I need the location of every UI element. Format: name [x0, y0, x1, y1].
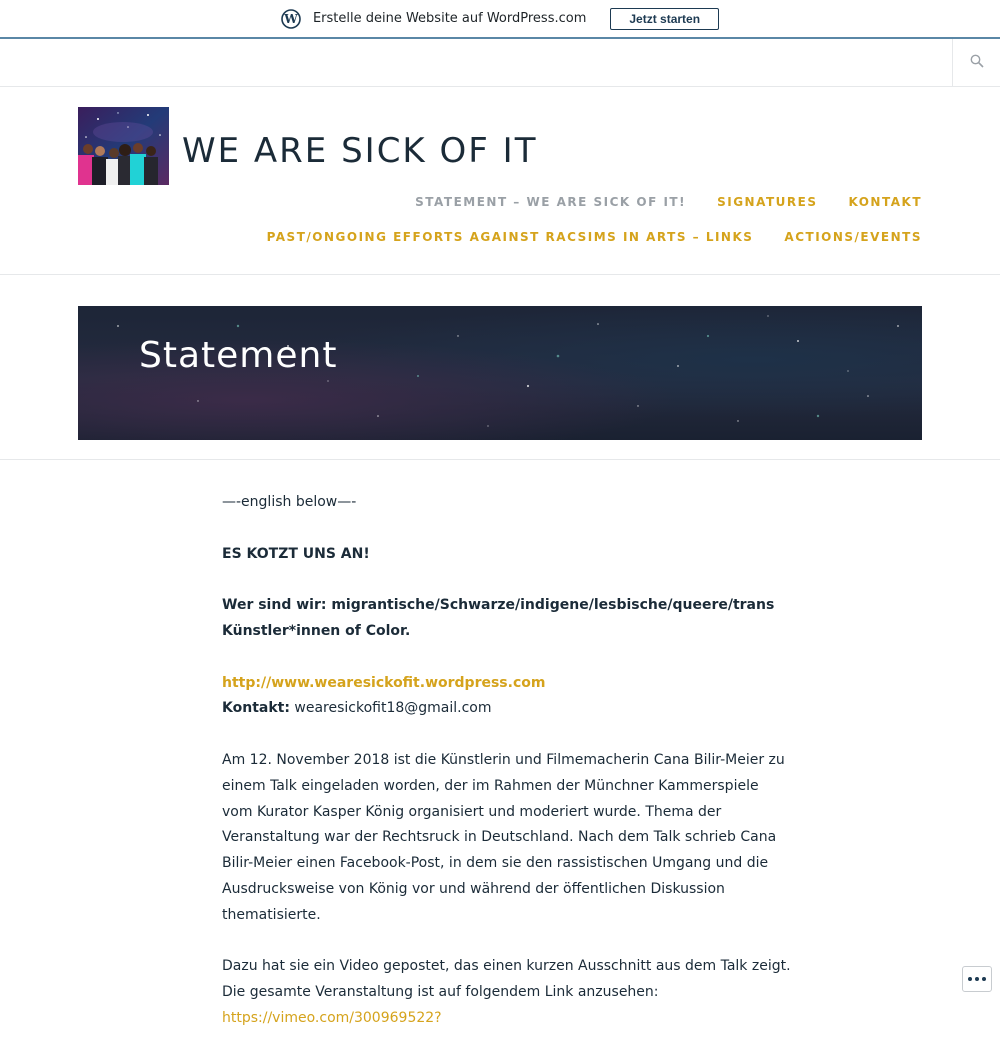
- contact-label: Kontakt:: [222, 700, 290, 717]
- who-are-we: Wer sind wir: migrantische/Schwarze/indigene/lesbische/queere/trans Künstler*innen of Color.: [222, 597, 775, 639]
- page-header-banner: [78, 306, 922, 440]
- paragraph-2: [222, 954, 792, 1031]
- site-logo[interactable]: [78, 107, 169, 185]
- more-options-button[interactable]: [962, 966, 992, 992]
- search-icon: [970, 53, 984, 72]
- svg-text:W: W: [284, 11, 298, 26]
- vimeo-link[interactable]: https://vimeo.com/300969522?: [222, 1009, 442, 1026]
- site-title[interactable]: WE ARE SICK OF IT: [182, 131, 538, 171]
- search-toggle-button[interactable]: [952, 39, 1000, 86]
- banner-divider: [0, 459, 1000, 460]
- search-strip: [0, 39, 1000, 87]
- paragraph-1: Am 12. November 2018 ist die Künstlerin und Filmemacherin Cana Bilir-Meier zu einem Talk eingeladen worden, der im Rahmen der Münchner Kammerspiele vom Kurator Kasper König organisiert und moderiert wurde. Thema der Veranstaltung war der Rechtsruck in Deutschland. Nach dem Talk schrieb Cana Bilir-Meier einen Facebook-Post, in dem sie den rassistischen Umgang und die Ausdrucksweise von König vor und während der öffentlichen Diskussion thematisierte.: [222, 751, 785, 923]
- wordpress-promo-bar: [0, 0, 1000, 39]
- page-title: Statement: [139, 335, 338, 376]
- nav-item-past-efforts[interactable]: PAST/ONGOING EFFORTS AGAINST RACSIMS IN ARTS – LINKS: [266, 230, 754, 244]
- wordpress-promo-text[interactable]: Erstelle deine Website auf WordPress.com: [312, 11, 587, 26]
- paragraph-2-text: Dazu hat sie ein Video gepostet, das einen kurzen Ausschnitt aus dem Talk zeigt. Die gesamte Veranstaltung ist auf folgendem Link anzusehen:: [222, 958, 791, 1001]
- nav-item-statement[interactable]: STATEMENT – WE ARE SICK OF IT!: [415, 195, 687, 209]
- nav-item-kontakt[interactable]: KONTAKT: [848, 195, 922, 209]
- contact-block: [222, 671, 792, 723]
- nav-item-signatures[interactable]: SIGNATURES: [717, 195, 818, 209]
- header-divider: [0, 274, 1000, 275]
- nav-item-actions-events[interactable]: ACTIONS/EVENTS: [784, 230, 922, 244]
- primary-nav-row-2: [267, 230, 922, 244]
- more-dots-icon: [968, 977, 972, 981]
- website-link[interactable]: http://www.wearesickofit.wordpress.com: [222, 674, 546, 691]
- headline: ES KOTZT UNS AN!: [222, 545, 370, 562]
- intro-line: —-english below—-: [222, 494, 357, 510]
- article-content: [222, 490, 792, 1058]
- wordpress-logo-icon[interactable]: [281, 9, 301, 29]
- contact-email: wearesickofit18@gmail.com: [289, 700, 492, 717]
- start-now-button[interactable]: Jetzt starten: [610, 8, 719, 30]
- primary-nav-row-1: [415, 195, 922, 209]
